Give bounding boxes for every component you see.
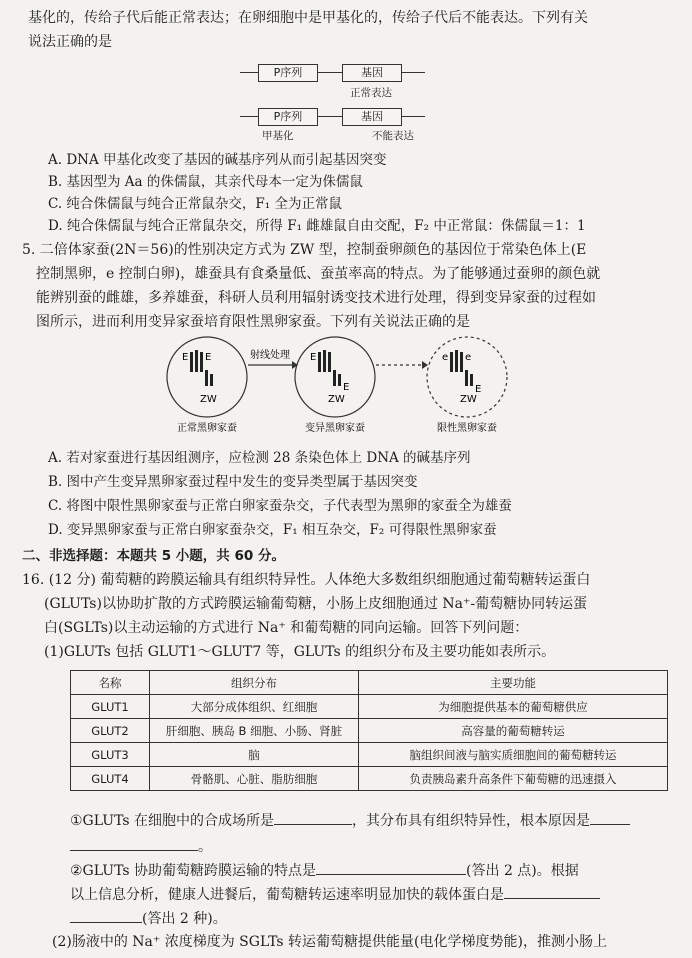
svg-text:e: e	[465, 352, 472, 363]
normal-black-egg-label: 正常黑卵家蚕	[177, 423, 237, 434]
q16-line3: 白(SGLTs)以主动运输的方式进行 Na⁺ 和葡萄糖的同向运输。回答下列问题：	[44, 620, 529, 636]
normal-expression-label: 正常表达	[350, 87, 392, 99]
q16-sub1	[70, 808, 630, 831]
svg-text:E: E	[343, 382, 350, 393]
cell: 高容量的葡萄糖转运	[359, 719, 668, 743]
q16-sub2-text-c: 以上信息分析，健康人进餐后，葡萄糖转运速率明显加快的载体蛋白是	[70, 887, 504, 903]
p-sequence-box-1: P序列	[258, 64, 318, 82]
q4-option-c: C. 纯合侏儒鼠与纯合正常鼠杂交，F₁ 全为正常鼠	[48, 196, 343, 212]
cell: 脑组织间液与脑实质细胞间的葡萄糖转运	[359, 743, 668, 767]
q5-option-a: A. 若对家蚕进行基因组测序，应检测 28 条染色体上 DNA 的碱基序列	[48, 450, 471, 466]
q16-sub2-text-d: (答出 2 种)。	[142, 911, 227, 927]
cell: GLUT1	[71, 695, 150, 719]
gene-box-2: 基因	[342, 108, 402, 126]
header-function: 主要功能	[359, 671, 668, 695]
cell: 负责胰岛素升高条件下葡萄糖的迅速摄入	[359, 767, 668, 791]
q16-sub1-cont	[70, 834, 212, 857]
glut-table	[70, 670, 668, 791]
q16-line2: (GLUTs)以协助扩散的方式跨膜运输葡萄糖，小肠上皮细胞通过 Na⁺-葡萄糖协同转运蛋	[44, 596, 588, 612]
svg-text:E: E	[475, 384, 482, 395]
q16-sub2-cont2	[70, 906, 227, 929]
q16-sub2	[70, 858, 579, 881]
table-row	[71, 767, 668, 791]
q16-sub1-text-b: ，其分布具有组织特异性，根本原因是	[352, 813, 591, 829]
q5-line3: 能辨别蚕的雌雄，多养雄蚕，科研人员利用辐射诱变技术进行处理，得到变异家蚕的过程如	[36, 290, 596, 306]
cell: GLUT2	[71, 719, 150, 743]
q4-option-d: D. 纯合侏儒鼠与纯合正常鼠杂交，所得 F₁ 雌雄鼠自由交配，F₂ 中正常鼠：侏儒鼠＝1：1	[48, 218, 586, 234]
q5-line4: 图所示，进而利用变异家蚕培育限性黑卵家蚕。下列有关说法正确的是	[36, 314, 470, 330]
q4-text-line2: 说法正确的是	[28, 34, 112, 50]
q16-line4: (1)GLUTs 包括 GLUT1～GLUT7 等，GLUTs 的组织分布及主要功能如表所示。	[44, 644, 556, 660]
sex-limited-black-egg-label: 限性黑卵家蚕	[437, 423, 497, 434]
q16-sub2-cont	[70, 882, 600, 905]
answer-blank-3[interactable]	[316, 858, 466, 875]
answer-blank-4[interactable]	[504, 882, 600, 899]
mutant-black-egg-label: 变异黑卵家蚕	[305, 423, 365, 434]
cell: 肝细胞、胰岛 B 细胞、小肠、肾脏	[150, 719, 359, 743]
q5-line1: 5. 二倍体家蚕(2N＝56)的性别决定方式为 ZW 型，控制蚕卵颜色的基因位于常染色体上(E	[22, 242, 587, 258]
ray-treatment-label: 射线处理	[250, 350, 290, 361]
svg-text:E: E	[310, 352, 317, 363]
q4-option-a: A. DNA 甲基化改变了基因的碱基序列从而引起基因突变	[48, 152, 387, 168]
svg-text:E: E	[182, 352, 189, 363]
cell: 脑	[150, 743, 359, 767]
svg-text:ZW: ZW	[460, 394, 477, 405]
q16-sub1-text-a: ①GLUTs 在细胞中的合成场所是	[70, 813, 275, 829]
svg-text:ZW: ZW	[328, 394, 345, 405]
cell: 骨骼肌、心脏、脂肪细胞	[150, 767, 359, 791]
q16-sub2-text-a: ②GLUTs 协助葡萄糖跨膜运输的特点是	[70, 863, 317, 879]
cell: 大部分成体组织、红细胞	[150, 695, 359, 719]
section-heading: 二、非选择题：本题共 5 小题，共 60 分。	[22, 548, 285, 564]
cell: 为细胞提供基本的葡萄糖供应	[359, 695, 668, 719]
p-sequence-box-2: P序列	[258, 108, 318, 126]
gene-box-1: 基因	[342, 64, 402, 82]
q5-option-b: B. 图中产生变异黑卵家蚕过程中发生的变异类型属于基因突变	[48, 474, 418, 490]
q16-sub1-end: 。	[198, 839, 212, 855]
silkworm-chromosome-figure	[0, 330, 692, 440]
table-row	[71, 743, 668, 767]
q5-option-c: C. 将图中限性黑卵家蚕与正常白卵家蚕杂交，子代表型为黑卵的家蚕全为雄蚕	[48, 498, 512, 514]
q4-option-b: B. 基因型为 Aa 的侏儒鼠，其亲代母本一定为侏儒鼠	[48, 174, 363, 190]
table-header-row	[71, 671, 668, 695]
q16-part2: (2)肠液中的 Na⁺ 浓度梯度为 SGLTs 转运葡萄糖提供能量(电化学梯度势能)，推测小肠上	[52, 934, 607, 950]
answer-blank-2[interactable]	[590, 808, 630, 825]
q4-text-line1: 基化的，传给子代后能正常表达；在卵细胞中是甲基化的，传给子代后不能表达。下列有关	[28, 10, 588, 26]
answer-blank-1[interactable]	[274, 808, 352, 825]
q5-line2: 控制黑卵，e 控制白卵)，雄蚕具有食桑量低、蚕茧率高的特点。为了能够通过蚕卵的颜色就	[36, 266, 601, 282]
answer-blank-4b[interactable]	[70, 906, 142, 923]
svg-text:e: e	[442, 352, 449, 363]
q16-line1: 16. (12 分) 葡萄糖的跨膜运输具有组织特异性。人体绝大多数组织细胞通过葡萄糖转运蛋白	[22, 572, 591, 588]
svg-text:E: E	[205, 352, 212, 363]
cell: GLUT3	[71, 743, 150, 767]
table-row	[71, 695, 668, 719]
q16-sub2-text-b: (答出 2 点)。根据	[466, 863, 579, 879]
svg-text:ZW: ZW	[200, 394, 217, 405]
header-distribution: 组织分布	[150, 671, 359, 695]
q5-option-d: D. 变异黑卵家蚕与正常白卵家蚕杂交，F₁ 相互杂交，F₂ 可得限性黑卵家蚕	[48, 522, 497, 538]
header-name: 名称	[71, 671, 150, 695]
table-row	[71, 719, 668, 743]
cell: GLUT4	[71, 767, 150, 791]
answer-blank-2b[interactable]	[70, 834, 198, 851]
methylation-label: 甲基化	[262, 130, 294, 142]
not-expressed-label: 不能表达	[372, 130, 414, 142]
